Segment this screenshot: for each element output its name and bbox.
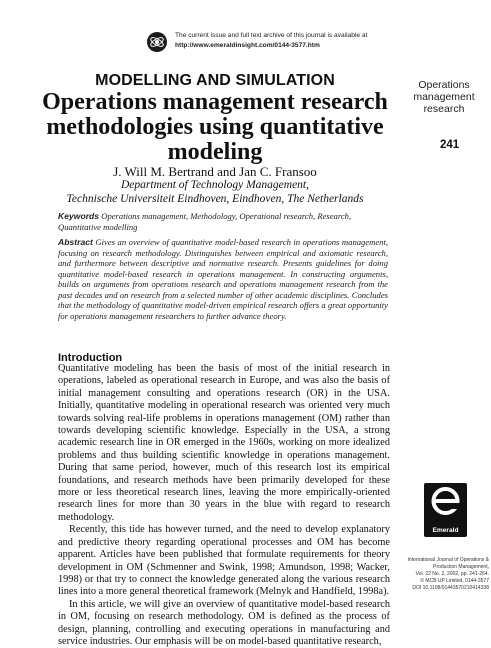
journal-archive-logo-icon — [147, 32, 167, 52]
citation-journal-line1: International Journal of Operations & — [407, 557, 489, 563]
abstract-label: Abstract — [58, 237, 93, 247]
article-title: Operations management research methodologies using quantitative modeling — [42, 89, 388, 165]
abstract-block — [58, 237, 388, 321]
body-paragraph-1: Quantitative modeling has been the basis of most of the initial research in operations, labeled as operational research in Europe, and was also the basis of initial management consulting and operations research (OR) in the USA. Initially, quantitative modeling in operational research was oriented very much towards solving real-life problems in operations management (OM) rather than towards developing scientific knowledge. Especially in the USA, a strong academic research line in OR emerged in the 1960s, working on more idealized problems and thus building scientific knowledge in operations management. During that same period, however, much of this research lost its empirical foundations, and research methods have been primarily developed for these more or less theoretical research lines, leaving the more empirically-oriented research lines for more than 30 years in the blue with regard to research methodology. — [58, 363, 390, 523]
author-affiliation — [0, 178, 430, 206]
abstract-text: Gives an overview of quantitative model-based research in operations management, focusing on research methodology. Distinguishes between empirical and axiomatic research, and furthermore between descriptive and normative research. Presents guidelines for doing quantitative model-based research in operations management. In constructing arguments, builds on arguments from operations research and operations management research from the past decades and on research from a selected number of other academic disciplines. Concludes that the methodology of quantitative model-driven empirical research offers a great opportunity for operations management researchers to further advance theory. — [58, 237, 388, 321]
archive-notice — [175, 31, 367, 51]
citation-doi: DOI 10.1108/01443570210414338 — [412, 585, 489, 591]
journal-citation — [385, 557, 489, 592]
citation-copyright: © MCB UP Limited, 0144-3577 — [420, 578, 489, 584]
keywords-label: Keywords — [58, 211, 100, 221]
introduction-heading: Introduction — [58, 352, 123, 364]
affiliation-institution: Technische Universiteit Eindhoven, Eindhoven, The Netherlands — [66, 193, 364, 205]
running-head-journal: Operations management research — [413, 79, 475, 115]
citation-volume: Vol. 22 No. 2, 2002, pp. 241-264. — [415, 571, 489, 577]
body-paragraph-3: In this article, we will give an overview of quantitative model-based research in OM, focusing on research methodology. OM is defined as the process of design, planning, controlling and executing operations in manufacturing and service industries. Our emphasis will be on model-based quantitative research, — [58, 598, 390, 647]
archive-url-link[interactable]: http://www.emeraldinsight.com/0144-3577.htm — [175, 42, 320, 49]
page-number: 241 — [440, 139, 460, 151]
archive-notice-text: The current issue and full text archive of this journal is available at — [175, 32, 368, 39]
citation-journal-line2: Production Management, — [433, 564, 489, 570]
keywords-text: Operations management, Methodology, Operational research, Research, Quantitative modelling — [58, 211, 352, 232]
affiliation-department: Department of Technology Management, — [120, 179, 309, 191]
emerald-logo-text: Emerald — [432, 527, 459, 534]
body-paragraph-2: Recently, this tide has however turned, and the need to develop explanatory and predictive theory regarding operational processes and OM has become apparent. Articles have been published that formulate requirements for theory development in OM (Schmenner and Swink, 1998; Amundson, 1998; Wacker, 1998) or that try to connect the knowledge generated along the various research lines into a more general theoretical framework (Melnyk and Handfield, 1998a). — [58, 524, 390, 598]
article-authors: J. Will M. Bertrand and Jan C. Fransoo — [113, 164, 317, 179]
series-heading: MODELLING AND SIMULATION — [95, 72, 335, 89]
body-text — [58, 363, 390, 648]
keywords-block — [58, 211, 388, 232]
emerald-e-icon — [424, 483, 467, 523]
